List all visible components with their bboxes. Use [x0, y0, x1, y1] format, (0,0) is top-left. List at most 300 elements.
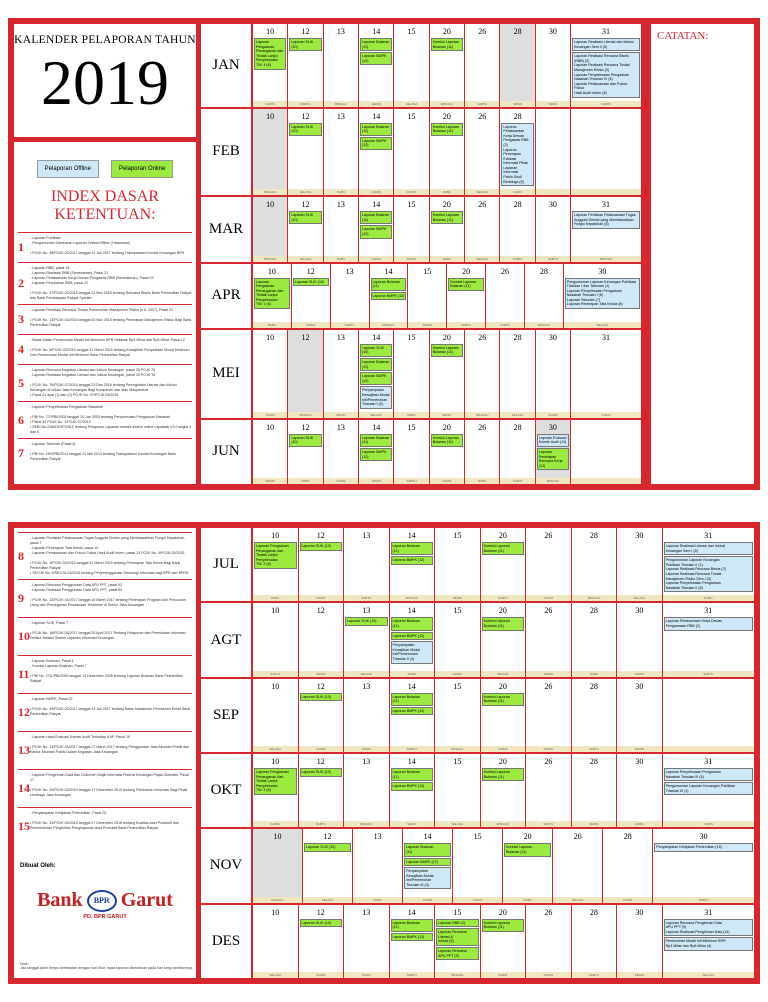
day-cell	[359, 24, 394, 107]
weekday-label: SABTU	[536, 256, 570, 262]
month-grid-1	[201, 24, 641, 484]
day-number: 30	[548, 422, 557, 432]
online-report: Koreksi Laporan Bulanan (11)	[431, 344, 463, 357]
online-report: Laporan BMPK (12)	[404, 858, 451, 867]
weekday-label: JUMAT	[344, 746, 389, 752]
day-cell	[292, 264, 331, 328]
weekday-label: JUMAT	[486, 322, 524, 328]
day-cell	[603, 829, 653, 902]
day-number: 30	[598, 266, 607, 276]
rules-list-2	[14, 528, 196, 845]
weekday-label: SABTU	[572, 746, 617, 752]
day-number: 13	[336, 422, 345, 432]
day-number: 30	[635, 681, 644, 691]
day-cell	[359, 420, 394, 484]
day-number: 20	[498, 907, 507, 917]
month-grid-2	[201, 528, 754, 978]
day-number: 26	[478, 422, 487, 432]
online-report: Laporan BMPK (12)	[391, 782, 434, 791]
weekday-label: RABU	[430, 189, 464, 195]
month-row-sep	[201, 679, 754, 754]
day-number: 20	[442, 111, 451, 121]
online-report: Koreksi Laporan Bulanan (11)	[482, 542, 525, 555]
day-number: 14	[407, 681, 416, 691]
day-cell	[331, 264, 370, 328]
day-cell	[403, 829, 453, 902]
weekday-label: JUMAT	[292, 322, 330, 328]
day-cell	[299, 754, 345, 827]
day-number: 10	[271, 606, 280, 616]
weekday-label: KAMIS	[571, 101, 641, 107]
day-cell	[571, 197, 641, 261]
weekday-label: SENIN	[299, 671, 344, 677]
day-cell	[435, 679, 481, 752]
day-cell	[435, 905, 481, 978]
weekday-label: SABTU	[447, 322, 485, 328]
day-cell	[453, 829, 503, 902]
weekday-label: SABTU	[465, 101, 499, 107]
day-number: 12	[316, 757, 325, 766]
weekday-label: SELASA	[617, 595, 662, 601]
day-number: 15	[407, 27, 416, 36]
weekday-label: SENIN	[617, 972, 662, 978]
rule-number: 8	[18, 548, 24, 563]
day-cell	[572, 754, 618, 827]
day-number: 26	[478, 111, 487, 121]
rule-text: - Laporan Tahunan (Pasal 4) • PBI No. 15/3/PBI/2013 tanggal 21 Mei 2013 tentang Transparansi Kondisi Keuangan Bank Perkreditan Rakyat	[30, 442, 177, 461]
day-cell	[344, 905, 390, 978]
rule-number: 5	[18, 375, 24, 390]
month-label: NOV	[201, 829, 253, 902]
day-number: 10	[267, 266, 276, 276]
rule-item	[18, 364, 192, 401]
weekday-label: KAMIS	[663, 821, 754, 827]
month-label: APR	[201, 264, 253, 328]
day-number: 13	[362, 681, 371, 691]
weekday-label: KAMIS	[526, 972, 571, 978]
day-cell	[653, 829, 754, 902]
day-cells	[253, 197, 641, 261]
offline-report: Laporan Realisasi Rencana Bisnis (RBB) (2) Laporan Realisasi Rencana Tindak Manajemen Risiko (3) Laporan Penyelesaian Pengaduan Nasabah Triwulan IV (6) Laporan Pelaksanaan dan Pokok-Pokok Hasil Audit Intern (8)	[572, 52, 640, 97]
day-number: 26	[544, 681, 553, 691]
day-cells	[253, 829, 754, 902]
day-number: 12	[301, 422, 310, 432]
day-number: 15	[407, 422, 416, 432]
rule-item	[18, 579, 192, 617]
weekday-label: MINGGU	[390, 595, 435, 601]
day-number: 15	[453, 681, 462, 691]
day-number: 13	[362, 606, 371, 616]
rule-number: 4	[18, 342, 24, 356]
day-cell	[481, 754, 527, 827]
day-number: 10	[273, 832, 282, 842]
day-number: 15	[453, 606, 462, 616]
day-number: 31	[704, 606, 713, 616]
weekday-label: JUMAT	[617, 671, 662, 677]
day-number: 31	[602, 27, 611, 36]
weekday-label: KAMIS	[403, 897, 452, 903]
online-report: Laporan Bulanan (11)	[360, 358, 392, 371]
weekday-label: KAMIS	[603, 897, 652, 903]
day-number: 30	[548, 332, 557, 342]
day-cell	[465, 24, 500, 107]
online-report: Laporan SLIK (10)	[289, 211, 321, 224]
day-number: 20	[442, 27, 451, 36]
weekday-label: RABU	[324, 189, 358, 195]
day-cell	[394, 330, 429, 418]
online-report: Laporan Penetapan Rencana Kerja (13)	[537, 448, 569, 470]
day-cell	[253, 420, 288, 484]
day-cell	[663, 528, 754, 601]
day-number: 15	[453, 907, 462, 917]
day-cell	[253, 330, 288, 418]
weekday-label: SELASA	[303, 897, 352, 903]
day-number: 10	[271, 531, 280, 540]
day-cell	[359, 109, 394, 196]
weekday-label: SELASA	[288, 256, 322, 262]
weekday-label: MINGGU	[344, 821, 389, 827]
weekday-label	[571, 189, 641, 195]
day-cell	[503, 829, 553, 902]
day-cell	[465, 330, 500, 418]
rule-text: - Laporan Bulanan, Pasal 4 - Koreksi Laporan Bulanan, Pasal 7 • PBI No. 7/31/PBI/2005 tanggal 14 Desember 2005 tentang Laporan Bulanan Bank Perkreditan Rakyat	[30, 659, 183, 683]
day-number: 14	[372, 111, 381, 121]
weekday-label: SELASA	[564, 322, 641, 328]
day-number: 31	[704, 907, 713, 917]
weekday-label: KAMIS	[435, 671, 480, 677]
weekday-label: JUMAT	[571, 412, 641, 418]
rule-text: - Laporan Hasil Evaluasi Komite Audit Terhadap KAP, Pasal 29 • POJK No. 13/POJK.03/2017 tanggal 27 Maret 2017 tentang Penggunaan Jasa Akuntan Publik dan Kantor Akuntan Publik Dalam Kegiatan Jasa Keuangan	[30, 735, 190, 754]
day-number: 28	[539, 266, 548, 276]
month-label: JUL	[201, 528, 253, 601]
month-row-apr	[201, 264, 641, 330]
day-cells	[253, 24, 641, 107]
day-cell	[617, 603, 663, 676]
day-number: 12	[301, 332, 310, 342]
weekday-label: SENIN	[430, 412, 464, 418]
offline-report: Laporan Realisasi Literasi dan Inklusi Keuangan Sem II (5)	[572, 38, 640, 51]
day-cell	[253, 109, 288, 196]
rule-item	[18, 232, 192, 262]
day-cell	[299, 905, 345, 978]
weekday-label: RABU	[353, 897, 402, 903]
day-cell	[572, 679, 618, 752]
day-number: 20	[498, 606, 507, 616]
online-report: Laporan Bulanan (11)	[404, 843, 451, 856]
weekday-label: SELASA	[394, 101, 428, 107]
day-number: 28	[513, 200, 522, 210]
offline-report: Penyampaian Kewajiban Modal Inti/Pemenuhan Triwulan III (4)	[404, 867, 451, 889]
rule-text: - Laporan SLIK, Pasal 7 • POJK No. 18/POJK.03/2017 tanggal 20 April 2017 Tentang Pelaporan dan Permintaan Informasi Debitur Melalui Sistem Layanan Informasi Keuangan	[30, 621, 186, 640]
rule-text: - Laporan Publikasi - Pengumuman Gambaran Laporan Online/Offline (Triwulanan) • POJK No. 48/POJK.03/2017 tanggal 12 Juli 2017 tentang Transparansi Kondisi Keuangan BPR	[30, 236, 185, 255]
day-number: 12	[306, 266, 315, 276]
day-number: 15	[407, 111, 416, 121]
day-cells	[253, 603, 754, 676]
day-number: 10	[271, 681, 280, 691]
weekday-label: SABTU	[299, 821, 344, 827]
month-row-des	[201, 905, 754, 978]
day-cell	[394, 109, 429, 196]
day-number: 15	[407, 200, 416, 210]
bpr-emblem-icon: BPR	[87, 890, 117, 912]
day-number: 14	[423, 832, 432, 842]
month-label: OKT	[201, 754, 253, 827]
day-cell	[481, 679, 527, 752]
online-report: Laporan Rencana APU PPT (9)	[436, 947, 479, 960]
day-cell	[359, 330, 394, 418]
day-cell	[288, 330, 323, 418]
day-cell	[253, 603, 299, 676]
online-report: Laporan SLIK (10)	[300, 768, 343, 777]
day-number: 20	[442, 200, 451, 210]
online-report: Laporan RBB (2)	[436, 919, 479, 928]
weekday-label: KAMIS	[299, 746, 344, 752]
weekday-label: SENIN	[617, 746, 662, 752]
day-number: 28	[513, 332, 522, 342]
day-cell	[481, 905, 527, 978]
online-report: Laporan Bulanan (11)	[360, 38, 392, 51]
rule-number: 7	[18, 446, 24, 460]
weekday-label: MINGGU	[536, 478, 570, 484]
day-number: 14	[372, 332, 381, 342]
online-report: Laporan SLIK (10)	[360, 344, 392, 357]
month-row-jan	[201, 24, 641, 109]
day-cell	[390, 679, 436, 752]
day-cell	[617, 679, 663, 752]
weekday-label: JUMAT	[344, 972, 389, 978]
day-cell	[536, 330, 571, 418]
online-report: Laporan Bulanan (11)	[391, 542, 434, 555]
rule-text: - Penyampaian Kebijakan Perkreditan, Pasal 02 • POJK No. 33/POJK.03/2018 tanggal 27 Desember 2018 tentang Kualitas Aset Produktif dan Pembentukan Penyisihan Penghapusan Aset Produktif Bank Perkreditan Rakyat	[30, 811, 179, 830]
day-number: 10	[266, 332, 275, 342]
day-number: 26	[478, 332, 487, 342]
day-number: 10	[271, 757, 280, 766]
weekday-label	[571, 478, 641, 484]
rule-number: 1	[18, 240, 24, 254]
day-cell	[299, 679, 345, 752]
day-cells	[253, 905, 754, 978]
month-row-feb	[201, 109, 641, 198]
weekday-label: SELASA	[500, 412, 534, 418]
day-cell	[408, 264, 447, 328]
calendar-sheet-1	[8, 18, 760, 490]
day-number: 10	[271, 907, 280, 917]
offline-report: Pengumuman Laporan Keuangan Publikasi Triwulan I dan Tahunan (1) Laporan Penyelesaian Pengaduan Nasabah Triwulan I (6) Laporan Tahunan (7) Laporan Penerapan Tata Kelola (8)	[565, 278, 640, 310]
weekday-label: RABU	[617, 821, 662, 827]
weekday-label: SENIN	[572, 821, 617, 827]
day-number: 15	[423, 266, 432, 276]
online-report: Laporan BMPK (12)	[371, 292, 407, 301]
day-number: 30	[548, 200, 557, 210]
day-number: 15	[473, 832, 482, 842]
day-number: 20	[498, 531, 507, 540]
day-number: 12	[301, 200, 310, 210]
made-by-label: Dibuat Oleh:	[20, 863, 56, 869]
weekday-label: MINGGU	[430, 101, 464, 107]
day-cell	[536, 197, 571, 261]
day-number: 30	[635, 907, 644, 917]
offline-report: Penyampaian Kewajiban Modal Inti/Pemenuhan Triwulan I (4)	[360, 386, 392, 408]
month-row-agt	[201, 603, 754, 678]
weekday-label: RABU	[465, 478, 499, 484]
weekday-label: MINGGU	[370, 322, 408, 328]
online-report: Laporan SLIK (10)	[345, 617, 388, 626]
month-label: FEB	[201, 109, 253, 196]
rule-item	[18, 769, 192, 807]
day-cell	[288, 109, 323, 196]
weekday-label: MINGGU	[288, 412, 322, 418]
weekday-label: RABU	[503, 897, 552, 903]
weekday-label: SENIN	[390, 821, 435, 827]
month-row-mar	[201, 197, 641, 263]
weekday-label: MINGGU	[435, 972, 480, 978]
weekday-label: RABU	[663, 595, 754, 601]
day-number: 14	[407, 907, 416, 917]
weekday-label: KAMIS	[500, 256, 534, 262]
online-report: Laporan SLIK (10)	[289, 123, 321, 136]
day-cell	[390, 754, 436, 827]
online-report: Koreksi Laporan Bulanan (11)	[482, 617, 525, 630]
day-cell	[525, 264, 564, 328]
offline-report: Laporan Evaluasi Komite Audit (13)	[537, 434, 569, 447]
month-label: AGT	[201, 603, 253, 676]
online-report: Laporan SLIK (10)	[300, 919, 343, 928]
day-cell	[253, 905, 299, 978]
rule-item	[18, 693, 192, 731]
offline-report: Laporan Realisasi Literasi dan Inklusi Keuangan Sem I (5)	[664, 542, 753, 555]
month-label: MAR	[201, 197, 253, 261]
day-cell	[390, 905, 436, 978]
weekday-label: SENIN	[526, 671, 571, 677]
weekday-label: SENIN	[408, 322, 446, 328]
day-number: 20	[462, 266, 471, 276]
weekday-label: KAMIS	[500, 189, 534, 195]
day-cell	[571, 24, 641, 107]
left-panel	[14, 24, 196, 484]
day-cell	[430, 197, 465, 261]
weekday-label: SABTU	[394, 478, 428, 484]
online-report: Koreksi Laporan Bulanan (11)	[482, 693, 525, 706]
rule-item	[18, 401, 192, 438]
weekday-label: JUMAT	[500, 478, 534, 484]
day-number: 31	[602, 332, 611, 342]
day-cell	[303, 829, 353, 902]
day-cell	[344, 754, 390, 827]
day-cells	[253, 754, 754, 827]
rule-text: - Laporan Rencana Penggunaan Data APU PPT, pasal 52 - Laporan Realisasi Penggunaan Data APU PPT, pasal 60 • POJK No. 12/POJK.01/2017 tanggal 16 Maret 2017 tentang Penerapan Program Anti Pencucian Uang dan Pencegahan Pendanaan Terorisme di Sektor Jasa Keuangan	[30, 583, 186, 607]
day-cell	[465, 197, 500, 261]
day-number: 14	[372, 422, 381, 432]
rule-item	[18, 532, 192, 579]
day-number: 28	[513, 111, 522, 121]
day-number: 31	[704, 531, 713, 540]
day-cell	[299, 603, 345, 676]
online-report: Koreksi Laporan Bulanan (11)	[431, 211, 463, 224]
rule-item	[18, 334, 192, 364]
day-number: 31	[602, 200, 611, 210]
weekday-label: SABTU	[663, 671, 754, 677]
day-number: 20	[442, 332, 451, 342]
day-cells	[253, 528, 754, 601]
day-number: 12	[301, 27, 310, 36]
weekday-label: SELASA	[663, 972, 754, 978]
rule-number: 9	[18, 591, 24, 605]
day-number: 28	[589, 757, 598, 766]
day-cell	[536, 24, 571, 107]
day-cell	[572, 905, 618, 978]
day-cell	[344, 603, 390, 676]
weekday-label: KAMIS	[536, 412, 570, 418]
weekday-label: SABTU	[331, 322, 369, 328]
day-number: 26	[500, 266, 509, 276]
day-cell	[324, 330, 359, 418]
rule-number: 2	[18, 276, 24, 290]
rule-text: - Laporan Rencana Kegiatan Literasi dan Inklusi Keuangan, pasal 25 POJK 76 - Laporan Realisasi Kegiatan Literasi dan Inklusi Keuangan, pasal 25 POJK 76 • POJK No. 76/POJK.07/2016 tanggal 23 Des 2016 tentang Peningkatan Literasi dan Inklusi Keuangan di sektor Jasa Keuangan Bagi Konsumen dan atau Masyarakat • Pasal 21 ayat (1) dan (2) POJK No. 07/POJK.03/2016	[30, 368, 177, 397]
day-cell	[288, 24, 323, 107]
day-cell	[430, 24, 465, 107]
weekday-label: SENIN	[324, 412, 358, 418]
day-number: 30	[699, 832, 708, 842]
day-cell	[500, 24, 535, 107]
weekday-label: JUMAT	[481, 972, 526, 978]
day-number: 10	[266, 200, 275, 210]
weekday-label: SABTU	[481, 595, 526, 601]
rule-number: 15	[18, 819, 30, 833]
online-report: Laporan BMPK (12)	[360, 225, 392, 238]
legend-online: Pelaporan Online	[111, 160, 173, 178]
day-cell	[430, 109, 465, 196]
day-cells	[253, 264, 641, 328]
offline-report: Pengumuman Laporan Keuangan Publikasi Triwulan III (1)	[664, 782, 753, 795]
day-number: 13	[362, 757, 371, 766]
weekday-label: JUMAT	[481, 746, 526, 752]
day-cell	[526, 754, 572, 827]
day-number: 13	[362, 907, 371, 917]
calendar-header	[14, 24, 196, 142]
offline-report: Penyampaian Kewajiban Modal Inti/Pemenuhan Triwulan II (4)	[391, 641, 434, 663]
day-number: 13	[373, 832, 382, 842]
day-cell	[486, 264, 525, 328]
weekday-label: KAMIS	[253, 821, 298, 827]
day-cell	[536, 420, 571, 484]
rule-item	[18, 262, 192, 304]
day-number: 30	[548, 27, 557, 36]
day-cell	[253, 754, 299, 827]
weekday-label: SABTU	[253, 671, 298, 677]
day-number: 14	[407, 531, 416, 540]
online-report: Laporan BMPK (12)	[360, 52, 392, 65]
day-number: 30	[635, 531, 644, 540]
rule-text: - Laporan BMPK, Pasal 22 • POJK No. 49/POJK.03/2017 tanggal 13 Juli 2017 tentang Batas Maksimum Pemberian Kredit Bank Perkreditan Rakyat	[30, 697, 191, 716]
offline-report: Laporan Rencana Pengiriman Data APU PPT (9) Laporan Realisasi Pengiriman Data (14)	[664, 919, 753, 937]
day-cell	[390, 603, 436, 676]
legend-offline: Pelaporan Offline	[37, 160, 99, 178]
day-cell	[288, 197, 323, 261]
weekday-label: SABTU	[526, 821, 571, 827]
weekday-label: SABTU	[572, 972, 617, 978]
rule-text: - Laporan Penilaian Pelaksanaan Tugas Anggota Direksi yang Membawahkan Fungsi Kepatuhan, pasal 7 - Laporan Penerapan Tata Kelola, pasal 10 - Laporan Pelaksanaan dan Pokok-Pokok Hasil Audit Intern, pasal 24 POJK No. 4/POJK.03/2015 • POJK No. 4/POJK.03/2015 tanggal 31 Maret 2015 tentang Penerapan Tata Kelola Bagi Bank Perkreditan Rakyat • SEOJK No. 5/SEOJK.03/2016 tentang Penyelenggaraan Teknologi Informasi bagi BPR dan BPRS	[30, 536, 189, 575]
online-report: Laporan SLIK (10)	[300, 542, 343, 551]
day-number: 12	[316, 606, 325, 616]
day-number: 30	[635, 606, 644, 616]
rule-number: 12	[18, 705, 30, 719]
weekday-label: RABU	[324, 256, 358, 262]
online-report: Laporan Rencana Literasi & Inklusi (5)	[436, 928, 479, 946]
online-report: Laporan Bulanan (11)	[371, 278, 407, 291]
day-cells	[253, 420, 641, 484]
day-number: 12	[323, 832, 332, 842]
month-row-jul	[201, 528, 754, 603]
